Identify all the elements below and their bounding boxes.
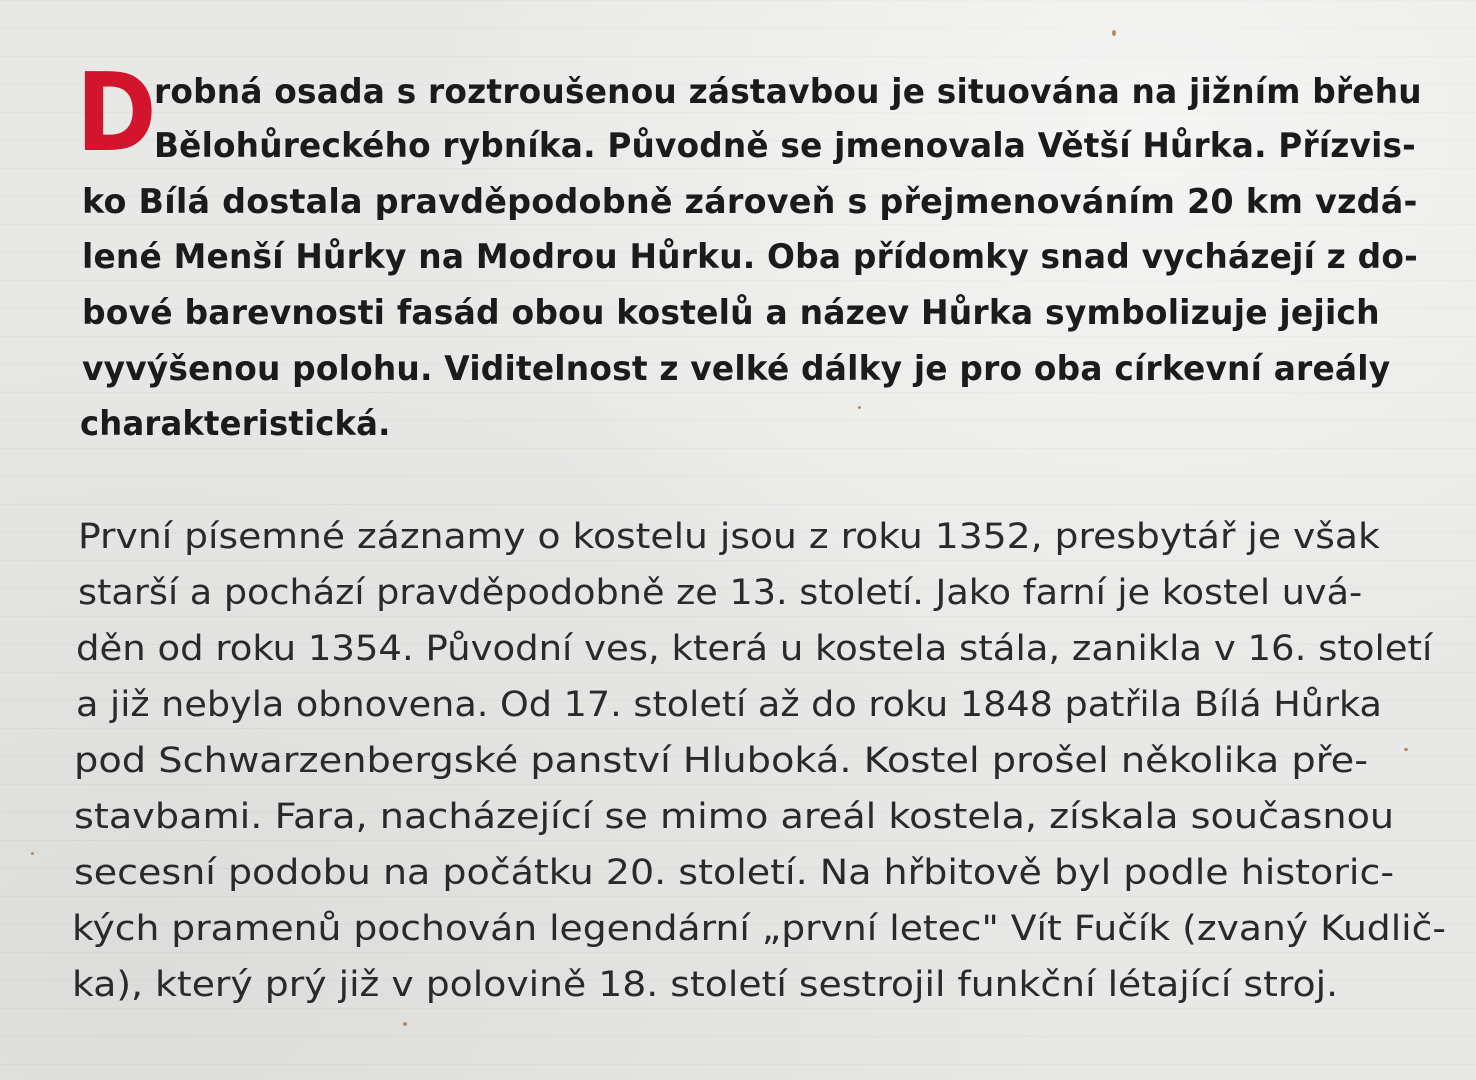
paragraph2-line: pod Schwarzenbergské panství Hluboká. Kostel prošel několika pře- (74, 741, 1369, 781)
paragraph2-line: ka), který prý již v polovině 18. století sestrojil funkční létající stroj. (72, 965, 1339, 1005)
paragraph1-line: ko Bílá dostala pravděpodobně zároveň s přejmenováním 20 km vzdá- (82, 182, 1418, 222)
paragraph2-line: stavbami. Fara, nacházející se mimo areál kostela, získala současnou (74, 797, 1395, 837)
paragraph2-line: děn od roku 1354. Původní ves, která u kostela stála, zanikla v 16. století (76, 629, 1433, 669)
paragraph2-line: a již nebyla obnovena. Od 17. století až do roku 1848 patřila Bílá Hůrka (76, 685, 1382, 725)
dirt-speck (403, 1022, 407, 1026)
paragraph1-line: robná osada s roztroušenou zástavbou je situována na jižním břehu (154, 72, 1422, 112)
paragraph1-line: bové barevnosti fasád obou kostelů a název Hůrka symbolizuje jejich (82, 293, 1380, 333)
paragraph1-line: charakteristická. (80, 404, 391, 444)
paragraph1-line: lené Menší Hůrky na Modrou Hůrku. Oba přídomky snad vycházejí z do- (82, 237, 1418, 277)
paragraph2-line: kých pramenů pochován legendární „první letec" Vít Fučík (zvaný Kudlič- (72, 909, 1446, 949)
paragraph1-line: Bělohůreckého rybníka. Původně se jmenovala Větší Hůrka. Přízvis- (154, 126, 1416, 166)
paragraph2-line: secesní podobu na počátku 20. století. Na hřbitově byl podle historic- (74, 853, 1395, 893)
paragraph1-line: vyvýšenou polohu. Viditelnost z velké dálky je pro oba církevní areály (82, 349, 1391, 389)
paragraph2-line: starší a pochází pravděpodobně ze 13. století. Jako farní je kostel uvá- (78, 573, 1363, 613)
dirt-speck (1404, 748, 1408, 751)
dirt-speck (858, 406, 861, 409)
dirt-speck (31, 852, 34, 855)
drop-cap-letter: D (76, 51, 157, 176)
dirt-speck (1112, 30, 1116, 36)
paragraph2-line: První písemné záznamy o kostelu jsou z roku 1352, presbytář je však (78, 517, 1380, 557)
